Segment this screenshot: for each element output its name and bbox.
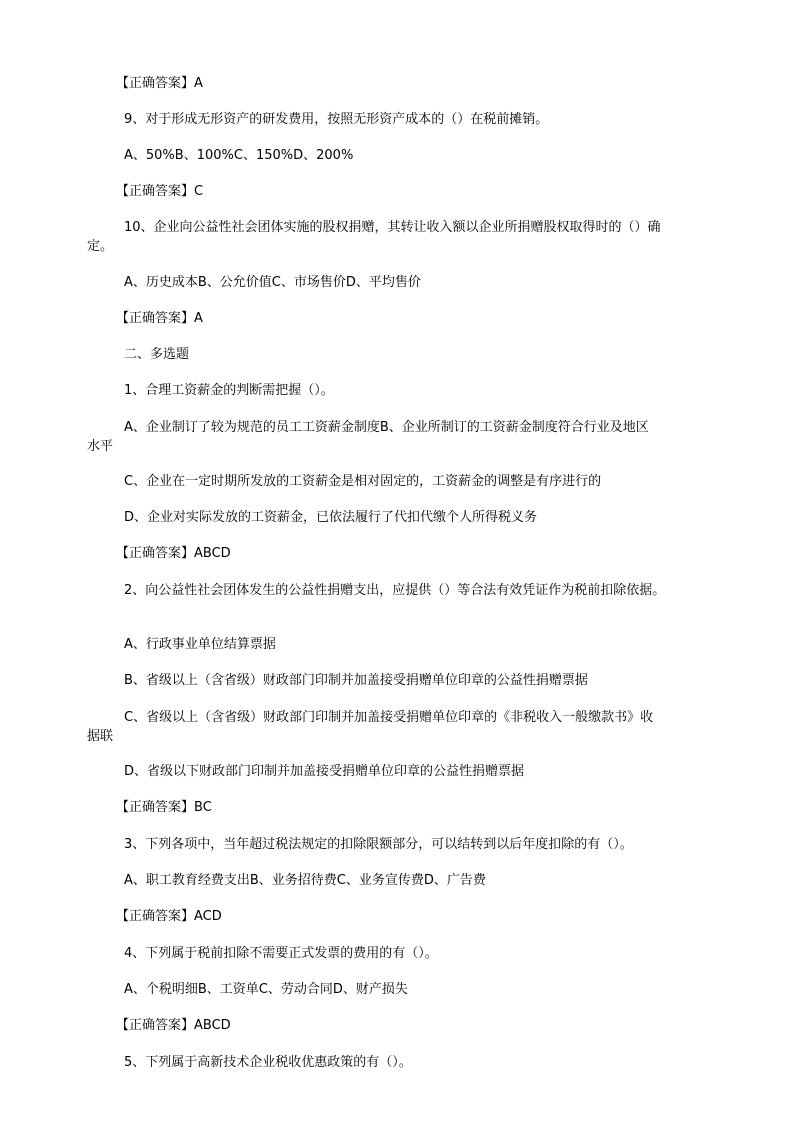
answer-line: 【正确答案】A [116,311,203,326]
question-9: 9、对于形成无形资产的研发费用，按照无形资产成本的（）在税前摊销。 [124,112,549,127]
section-heading-multiple-choice: 二、多选题 [124,347,190,362]
option-m2-c-continuation: 据联 [87,729,114,744]
option-m2-a: A、行政事业单位结算票据 [124,637,276,652]
answer-line: 【正确答案】A [116,76,203,91]
answer-line: 【正确答案】ACD [116,909,222,924]
options-10: A、历史成本B、公允价值C、市场售价D、平均售价 [124,275,421,290]
answer-line: 【正确答案】ABCD [116,546,231,561]
option-m1-c: C、企业在一定时期所发放的工资薪金是相对固定的，工资薪金的调整是有序进行的 [124,474,602,489]
question-m2: 2、向公益性社会团体发生的公益性捐赠支出，应提供（）等合法有效凭证作为税前扣除依据。 [124,583,666,598]
option-m2-c-text: C、省级以上（含省级）财政部门印制并加盖接受捐赠单位印章的《非税收入一般缴款书》收 [124,710,654,725]
answer-line: 【正确答案】BC [116,800,212,815]
options-m4: A、个税明细B、工资单C、劳动合同D、财产损失 [124,982,408,997]
question-m1: 1、合理工资薪金的判断需把握（）。 [124,383,334,398]
option-m2-d: D、省级以下财政部门印制并加盖接受捐赠单位印章的公益性捐赠票据 [124,764,525,779]
answer-line: 【正确答案】ABCD [116,1018,231,1033]
question-10 [87,218,714,256]
question-10-text: 10、企业向公益性社会团体实施的股权捐赠，其转让收入额以企业所捐赠股权取得时的（）确 [124,220,661,235]
question-m3: 3、下列各项中，当年超过税法规定的扣除限额部分，可以结转到以后年度扣除的有（）。 [124,837,633,852]
option-m1-d: D、企业对实际发放的工资薪金，已依法履行了代扣代缴个人所得税义务 [124,510,538,525]
options-9: A、50%B、100%C、150%D、200% [124,148,354,163]
question-10-continuation: 定。 [87,239,114,254]
option-m1-a-b [87,418,714,456]
options-m3: A、职工教育经费支出B、业务招待费C、业务宣传费D、广告费 [124,873,486,888]
option-m1-a-b-text: A、企业制订了较为规范的员工工资薪金制度B、企业所制订的工资薪金制度符合行业及地区 [124,420,649,435]
option-m2-c [87,708,714,746]
option-m2-b: B、省级以上（含省级）财政部门印制并加盖接受捐赠单位印章的公益性捐赠票据 [124,673,588,688]
option-m1-a-b-continuation: 水平 [87,439,114,454]
question-m4: 4、下列属于税前扣除不需要正式发票的费用的有（）。 [124,946,438,961]
question-m5: 5、下列属于高新技术企业税收优惠政策的有（）。 [124,1055,412,1070]
answer-line: 【正确答案】C [116,184,204,199]
